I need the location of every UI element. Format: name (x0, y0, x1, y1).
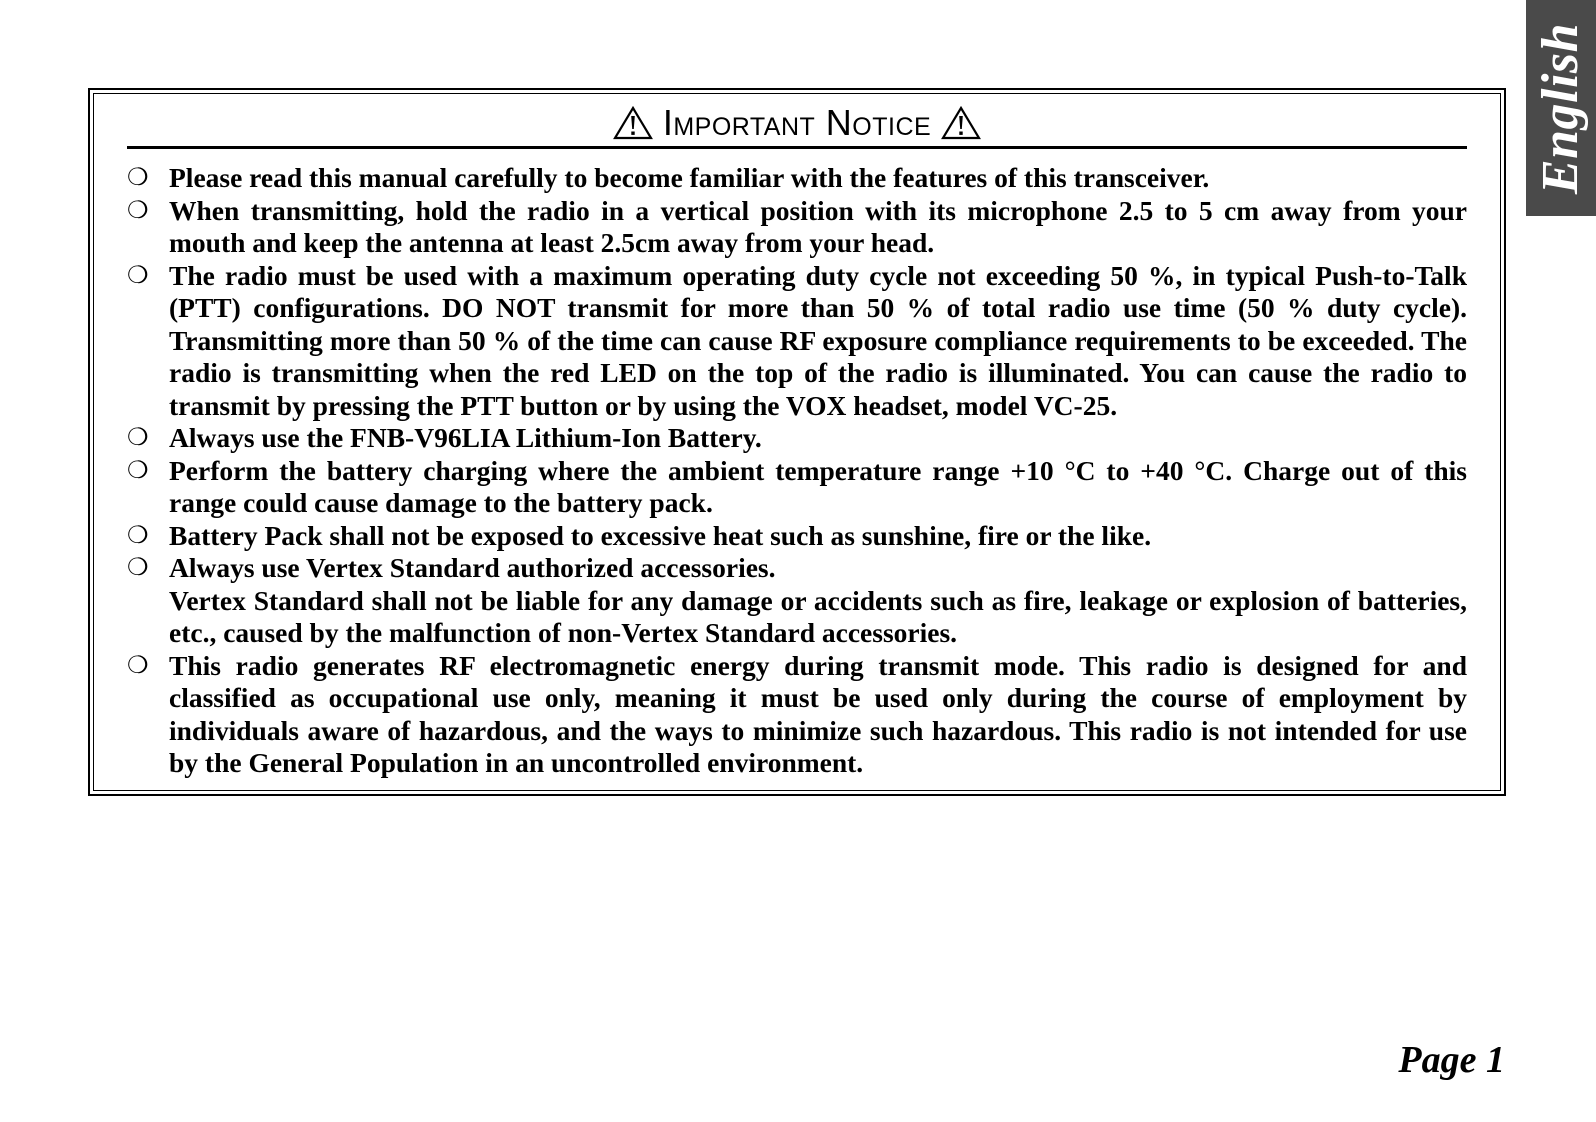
list-item (127, 162, 1467, 195)
circle-bullet-icon: ❍ (127, 555, 149, 581)
important-notice-inner-frame (93, 93, 1501, 791)
list-item (127, 552, 1467, 650)
warning-triangle-icon (613, 106, 653, 140)
circle-bullet-icon: ❍ (127, 457, 149, 484)
list-item (127, 650, 1467, 780)
page-number: Page 1 (1398, 1039, 1505, 1081)
circle-bullet-icon: ❍ (127, 197, 149, 224)
list-item (127, 520, 1467, 553)
list-item (127, 260, 1467, 423)
important-notice-box (88, 88, 1506, 796)
notice-header (127, 100, 1467, 149)
circle-bullet-icon: ❍ (127, 165, 149, 191)
list-item-text: Please read this manual carefully to become familiar with the features of this transceiver. (169, 162, 1210, 193)
circle-bullet-icon: ❍ (127, 522, 149, 549)
list-item-text (169, 552, 1467, 650)
list-item-text: When transmitting, hold the radio in a vertical position with its microphone 2.5 to 5 cm away from your mouth and keep the antenna at least 2.5cm away from your head. (169, 194, 1467, 258)
warning-triangle-icon (941, 106, 981, 140)
notice-list (127, 162, 1467, 780)
list-item (127, 422, 1467, 455)
notice-title: Important Notice (662, 102, 932, 143)
list-item-text: This radio generates RF electromagnetic energy during transmit mode. This radio is designed for and classified as occupational use only, meaning it must be used only during the course of employment by individuals aware of hazardous, and the ways to minimize such hazardous. This radio is not intended for use by the General Population in an uncontrolled environment. (169, 649, 1467, 778)
list-item-text: Perform the battery charging where the ambient temperature range +10 °C to +40 °C. Charge out of this range could cause damage to the battery pack. (169, 454, 1467, 518)
language-tab-label: English (1532, 22, 1590, 194)
circle-bullet-icon: ❍ (127, 652, 149, 679)
circle-bullet-icon: ❍ (127, 425, 149, 451)
list-item (127, 455, 1467, 520)
list-item-text: Battery Pack shall not be exposed to excessive heat such as sunshine, fire or the like. (169, 519, 1152, 551)
circle-bullet-icon: ❍ (127, 262, 149, 289)
list-item-text-line: Always use Vertex Standard authorized accessories. (169, 552, 776, 583)
language-tab (1526, 0, 1596, 216)
list-item-text: The radio must be used with a maximum operating duty cycle not exceeding 50 %, in typical Push-to-Talk (PTT) configurations. DO NOT transmit for more than 50 % of total radio use time (50 % duty cycle). Transmitting more than 50 % of the time can cause RF exposure compliance requirements to be exceeded. The radio is transmitting when the red LED on the top of the radio is illuminated. You can cause the radio to transmit by pressing the PTT button or by using the VOX headset, model VC-25. (169, 259, 1467, 421)
list-item-text: Always use the FNB-V96LIA Lithium-Ion Battery. (169, 422, 762, 453)
list-item-text-continuation: Vertex Standard shall not be liable for any damage or accidents such as fire, leakage or explosion of batteries, etc., caused by the malfunction of non-Vertex Standard accessories. (169, 584, 1467, 648)
list-item (127, 195, 1467, 260)
